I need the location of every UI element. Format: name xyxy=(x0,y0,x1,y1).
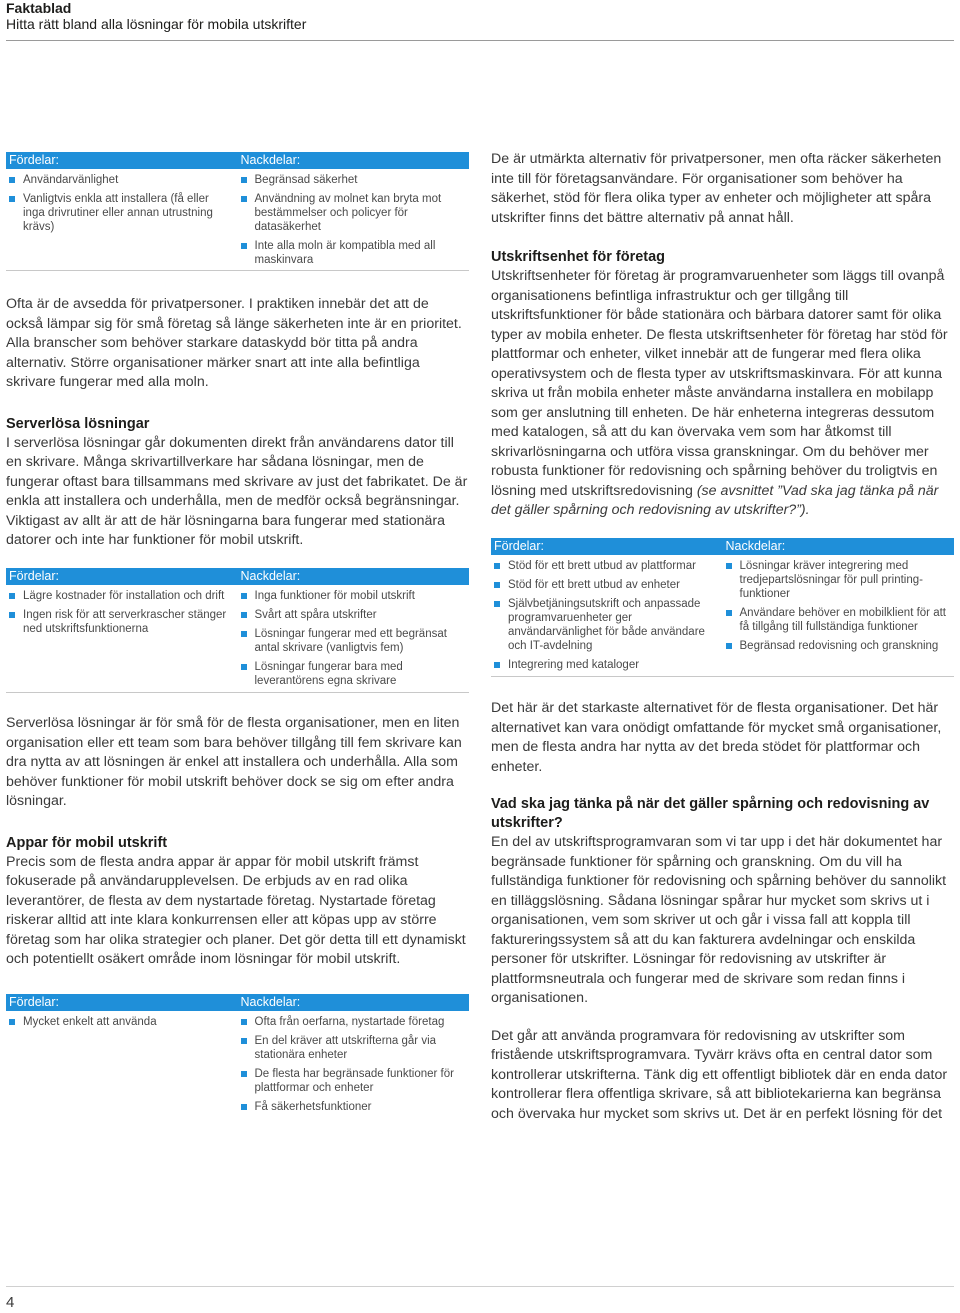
cons-list xyxy=(238,173,470,272)
left-column xyxy=(6,152,469,551)
cons-label: Nackdelar: xyxy=(240,569,301,583)
paragraph-apps-summary: De är utmärkta alternativ för privatpersoner, men ofta räcker säkerheten inte till för företagsanvändare. För organisationer som behöver ha säkerhet, stöd för flera olika typer av enheter och möjligheter att spåra utskrifter finns det bättre alternativ på annat håll. xyxy=(491,151,942,226)
pros-label: Fördelar: xyxy=(9,153,60,167)
right-column-2 xyxy=(491,538,954,1124)
cons-label: Nackdelar: xyxy=(240,153,301,167)
paragraph-standalone: Det går att använda programvara för redovisning av utskrifter som fristående utskriftsprogramvara. Tyvärr krävs ofta en central dator som kontrollerar utskrifterna. Tänk dig ett offentligt bibliotek där en enda dator kontrollerar flera offentliga skrivare, så att bibliotekarierna kan begränsa och övervaka hur mycket som skrivs ut. Det är en perfekt lösning för det xyxy=(491,1027,948,1122)
heading-apps: Appar för mobil utskrift xyxy=(6,834,168,851)
header-subtitle: Hitta rätt bland alla lösningar för mobila utskrifter xyxy=(6,16,307,32)
pros-list xyxy=(6,173,238,272)
pros-list xyxy=(491,559,723,677)
pros-cons-header xyxy=(6,994,469,1011)
paragraph-tracking: En del av utskriftsprogramvaran som vi tar upp i det här dokumentet har begränsade funktioner för spårning och granskning. Om du vill ha fullständiga funktioner för redovisning och spårning behöver du sannolikt en tilläggslösning. Sådana lösningar spårar hur mycket som skrivs ut i organisationen, vem som skriver ut och går i vissa fall att koppla till faktureringssystem så att du kan fakturera avdelningar och enskilda personer för utskrifter. Lösningar för redovisning av utskrifter är plattformsneutrala och fungerar med de skrivare som redan finns i organisationen. xyxy=(491,834,947,1006)
unit-text: Utskriftsenheter för företag är programvaruenheter som läggs till ovanpå organisationens befintliga infrastruktur och ger tillgång till utskriftsfunktioner för både stationära och bärbara datorer samt för olika typer av mobila enheter. De flesta utskriftsenheter för företag har stöd för plattformar och enheter, vilket innebär att de fungerar med flera olika operativsystem och de flesta typer av utskriftsmaskinvara. För att kunna skriva ut från mobila enheter måste användarna installera en mobilapp som ger anslutning till enheten. De här enheterna integreras dessutom med katalogen, så att du kan övervaka vem som har åtkomst till skrivarlösningarna och utföra vissa granskningar. Om du behöver mer robusta funktioner för redovisning och spårning behöver du troligtvis en lösning med utskriftsredovisning xyxy=(491,268,948,499)
heading-enterprise-unit: Utskriftsenhet för företag xyxy=(491,249,666,265)
con-item: Inga funktioner för mobil utskrift xyxy=(241,589,466,603)
left-column-2 xyxy=(6,568,469,970)
con-item: De flesta har begränsade funktioner för plattformar och enheter xyxy=(241,1067,466,1095)
pro-item: Integrering med kataloger xyxy=(494,658,719,672)
cons-list xyxy=(238,1015,470,1119)
heading-serverless: Serverlösa lösningar xyxy=(6,415,150,432)
pro-item: Stöd för ett brett utbud av enheter xyxy=(494,578,719,592)
con-item: Få säkerhetsfunktioner xyxy=(241,1100,466,1114)
con-item: En del kräver att utskrifterna går via stationära enheter xyxy=(241,1034,466,1062)
pros-list xyxy=(6,1015,238,1119)
pros-list xyxy=(6,589,238,693)
con-item: Lösningar kräver integrering med tredjepartslösningar för pull printing-funktioner xyxy=(726,559,951,601)
page-number: 4 xyxy=(6,1294,15,1311)
con-item: Lösningar fungerar med ett begränsat antal skrivare (vanligtvis fem) xyxy=(241,627,466,655)
con-item: Lösningar fungerar bara med leverantörens egna skrivare xyxy=(241,660,466,688)
cons-list xyxy=(238,589,470,693)
paragraph-serverless-summary: Serverlösa lösningar är för små för de flesta organisationer, men en liten organisation eller ett team som bara behöver tillgång till fem skrivare kan dra nytta av att lösningen är enkel att installera och underhålla. Alla som behöver funktioner för mobil utskrift behöver dock se sig om efter andra lösningar. xyxy=(6,715,462,809)
pros-cons-box-enterprise xyxy=(491,538,954,677)
pros-cons-header xyxy=(491,538,954,555)
right-column xyxy=(491,150,954,521)
cons-label: Nackdelar: xyxy=(725,539,786,553)
paragraph-enterprise-unit xyxy=(491,267,954,521)
pros-label: Fördelar: xyxy=(9,569,60,583)
footer-divider xyxy=(6,1286,954,1287)
con-item: Svårt att spåra utskrifter xyxy=(241,608,466,622)
pro-item: Lägre kostnader för installation och drift xyxy=(9,589,234,603)
cons-list xyxy=(723,559,955,677)
pros-cons-header xyxy=(6,568,469,585)
header-title: Faktablad xyxy=(6,0,72,16)
pro-item: Självbetjäningsutskrift och anpassade programvaruenheter ger användarvänlighet för både användare och IT-avdelning xyxy=(494,597,719,653)
pro-item: Ingen risk för att serverkrascher stänger ned utskriftsfunktionerna xyxy=(9,608,234,636)
pros-label: Fördelar: xyxy=(494,539,545,553)
left-column-3 xyxy=(6,994,469,1114)
paragraph-cloud: Ofta är de avsedda för privatpersoner. I praktiken innebär det att de också lämpar sig för små företag så länge säkerheten inte är en prioritet. Alla branscher som behöver starkare dataskydd bör titta på andra alternativ. Större organisationer märker snart att inte alla befintliga skrivare fungerar med alla moln. xyxy=(6,296,462,390)
pros-cons-header xyxy=(6,152,469,169)
page-header xyxy=(6,0,954,41)
paragraph-serverless: I serverlösa lösningar går dokumenten direkt från användarens dator till en skrivare. Många skrivartillverkare har sådana lösningar, men de fungerar oftast bara tillsammans med skrivare av just det fabrikatet. De är enkla att installera och underhålla, men de medför också begränsningar. Viktigast av allt är att de här lösningarna bara fungerar med stationära datorer och inte har funktioner för mobil utskrift. xyxy=(6,434,468,548)
unit-text-italic: (se avsnittet ”Vad ska jag tänka på när det gäller spårning och redovisning av utskrifter?”). xyxy=(491,482,939,518)
pros-cons-box-cloud xyxy=(6,152,469,271)
pros-cons-box-serverless xyxy=(6,568,469,693)
con-item: Inte alla moln är kompatibla med all maskinvara xyxy=(241,239,466,267)
pro-item: Vanligtvis enkla att installera (få eller inga drivrutiner eller annan utrustning krävs) xyxy=(9,192,234,234)
con-item: Användning av molnet kan bryta mot bestämmelser och policyer för datasäkerhet xyxy=(241,192,466,234)
pro-item: Mycket enkelt att använda xyxy=(9,1015,234,1029)
con-item: Begränsad säkerhet xyxy=(241,173,466,187)
con-item: Begränsad redovisning och granskning xyxy=(726,639,951,653)
pro-item: Stöd för ett brett utbud av plattformar xyxy=(494,559,719,573)
con-item: Användare behöver en mobilklient för att få tillgång till fullständiga funktioner xyxy=(726,606,951,634)
con-item: Ofta från oerfarna, nystartade företag xyxy=(241,1015,466,1029)
cons-label: Nackdelar: xyxy=(240,995,301,1009)
heading-tracking: Vad ska jag tänka på när det gäller spårning och redovisning av utskrifter? xyxy=(491,796,930,831)
paragraph-apps: Precis som de flesta andra appar är appar för mobil utskrift främst fokuserade på användarupplevelsen. De erbjuds av en rad olika leverantörer, de flesta av dem nystartade företag. Nystartade företag riskerar alltid att inte klara konkurrensen eller att köpas upp av större företag som har olika strategier och planer. Det gör detta till ett dynamiskt och potentiellt osäkert område inom lösningar för mobil utskrift. xyxy=(6,853,466,967)
paragraph-enterprise-summary: Det här är det starkaste alternativet för de flesta organisationer. Det här alternativet kan vara onödigt omfattande för mycket små organisationer, men de flesta andra har nytta av det breda stödet för plattformar och enheter. xyxy=(491,700,942,775)
pro-item: Användarvänlighet xyxy=(9,173,234,187)
pros-cons-box-apps xyxy=(6,994,469,1114)
pros-label: Fördelar: xyxy=(9,995,60,1009)
